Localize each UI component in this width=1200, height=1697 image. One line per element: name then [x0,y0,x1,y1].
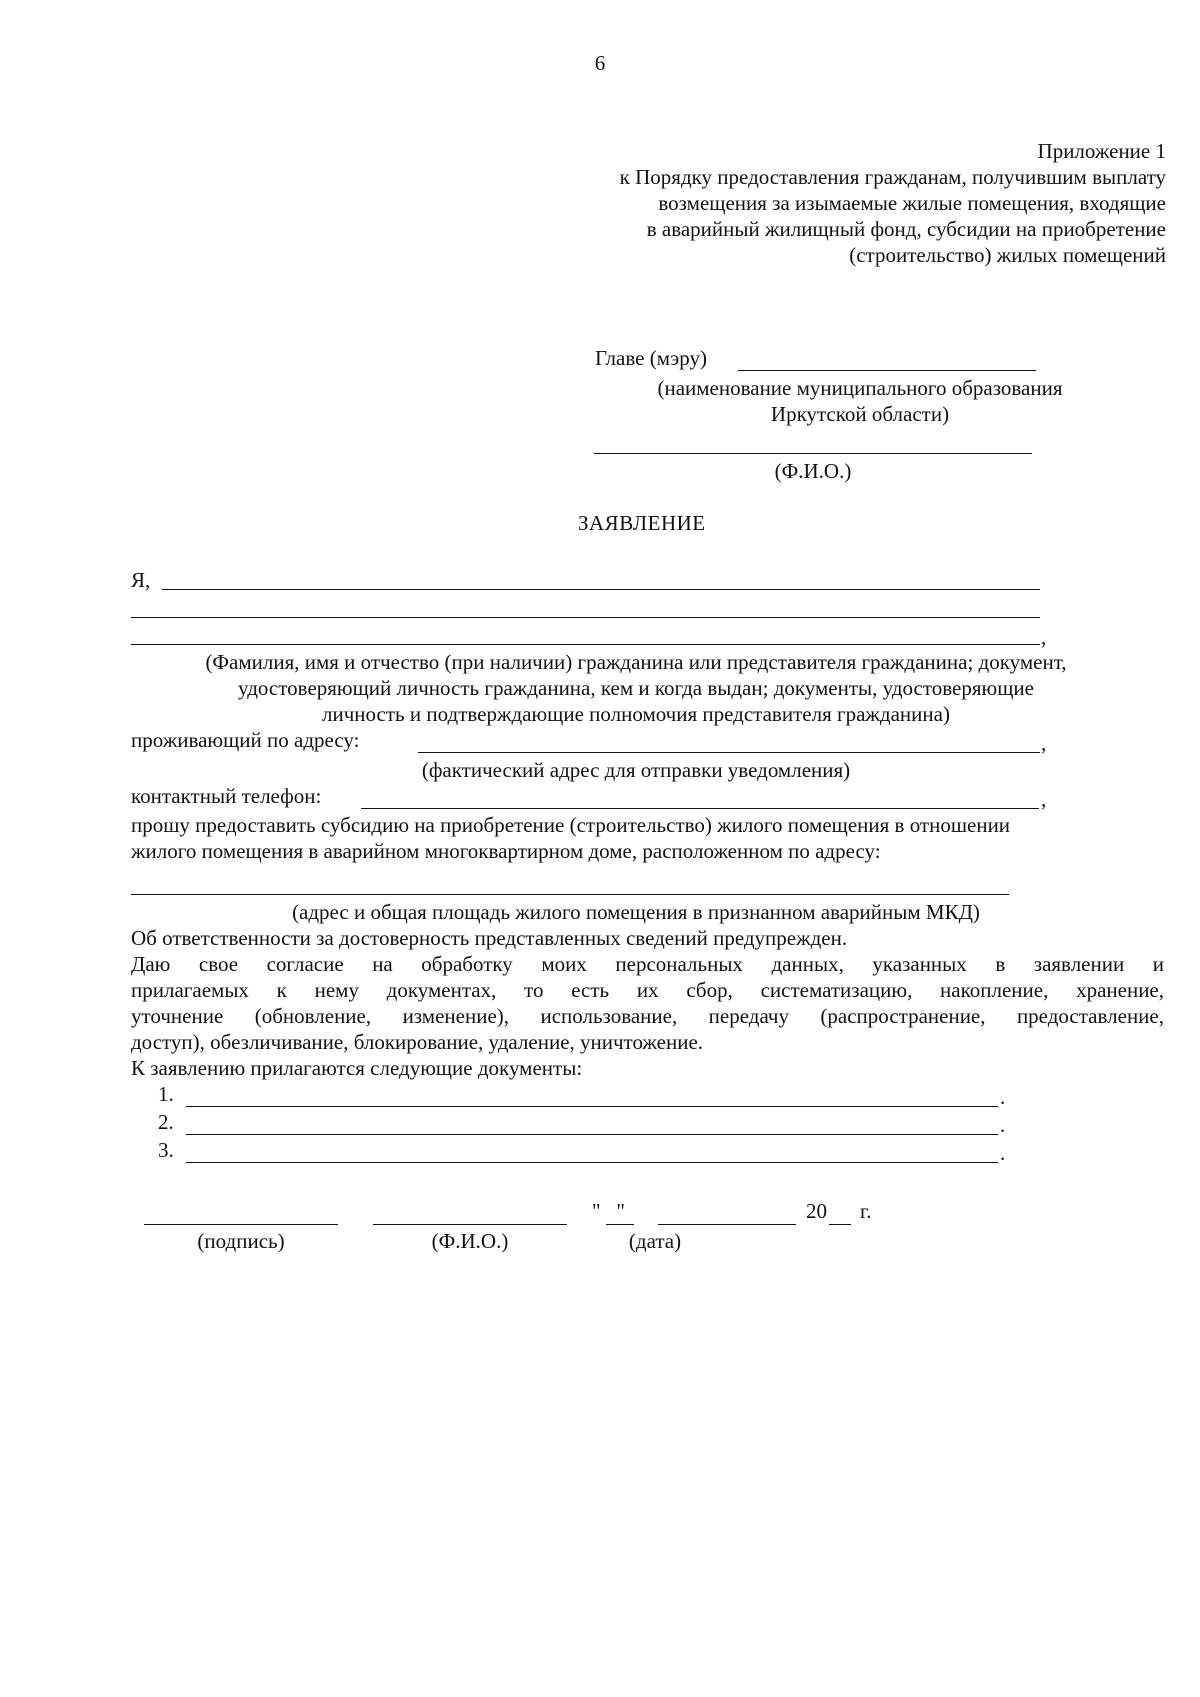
property-address-caption: (адрес и общая площадь жилого помещения в признанном аварийным МКД) [292,900,980,924]
signature-caption: (подпись) [197,1229,285,1253]
municipality-caption-2: Иркутской области) [770,402,950,426]
attachment-field-1[interactable] [186,1106,998,1107]
date-caption: (дата) [628,1229,682,1253]
phone-comma: , [1041,787,1047,811]
document-title: ЗАЯВЛЕНИЕ [578,511,706,535]
municipality-caption-1: (наименование муниципального образования [657,376,1063,400]
responsibility-text: Об ответственности за достоверность представленных сведений предупрежден. [131,926,848,950]
signature-fio-caption: (Ф.И.О.) [431,1229,509,1253]
address-comma: , [1041,731,1047,755]
appendix-line-1: к Порядку предоставления гражданам, получившим выплату [619,165,1166,189]
mayor-name-field[interactable] [738,370,1036,371]
address-field[interactable] [418,752,1040,753]
address-label: проживающий по адресу: [131,728,360,752]
date-month-field[interactable] [658,1224,796,1225]
appendix-line-4: (строительство) жилых помещений [849,243,1166,267]
appendix-line-2: возмещения за изымаемые жилые помещения, входящие [658,191,1166,215]
phone-label: контактный телефон: [131,784,322,808]
attachment-end-2: . [1000,1113,1006,1137]
applicant-caption-3: личность и подтверждающие полномочия представителя гражданина) [322,702,950,726]
applicant-name-line-3[interactable] [131,644,1040,645]
attachment-number-3: 3. [158,1138,174,1162]
attachment-number-2: 2. [158,1110,174,1134]
page-number: 6 [594,51,606,75]
appendix-line-3: в аварийный жилищный фонд, субсидии на приобретение [646,217,1166,241]
applicant-name-line-2[interactable] [131,617,1040,618]
applicant-name-comma: , [1041,625,1047,649]
attachment-field-2[interactable] [186,1134,998,1135]
date-day-field[interactable] [606,1224,634,1225]
consent-line-3: уточнение (обновление, изменение), использование, передачу (распространение, предоставление, [131,1004,1164,1028]
date-year-field[interactable] [829,1224,851,1225]
applicant-fio-field[interactable] [594,453,1032,454]
attachment-field-3[interactable] [186,1162,998,1163]
appendix-title: Приложение 1 [1037,139,1166,163]
request-line-2: жилого помещения в аварийном многоквартирном доме, расположенном по адресу: [131,839,881,863]
applicant-fio-caption: (Ф.И.О.) [774,459,852,483]
attachment-end-3: . [1000,1141,1006,1165]
applicant-name-line-1[interactable] [162,589,1040,590]
request-line-1: прошу предоставить субсидию на приобретение (строительство) жилого помещения в отношении [131,813,1011,837]
attachments-label: К заявлению прилагаются следующие документы: [131,1056,583,1080]
attachment-number-1: 1. [158,1082,174,1106]
applicant-caption-1: (Фамилия, имя и отчество (при наличии) гражданина или представителя гражданина; документ, [205,650,1067,674]
consent-line-2: прилагаемых к нему документах, то есть их сбор, систематизацию, накопление, хранение, [131,978,1164,1002]
phone-field[interactable] [361,808,1039,809]
attachment-end-1: . [1000,1085,1006,1109]
ya-label: Я, [131,568,151,592]
signature-field[interactable] [144,1224,338,1225]
property-address-field[interactable] [131,894,1009,895]
address-caption: (фактический адрес для отправки уведомления) [421,758,851,782]
consent-line-1: Даю свое согласие на обработку моих персональных данных, указанных в заявлении и [131,952,1164,976]
year-prefix: 20 [806,1199,827,1223]
addressee-label: Главе (мэру) [595,346,707,370]
year-suffix: г. [860,1199,872,1223]
signature-fio-field[interactable] [373,1224,567,1225]
date-quotes: " " [592,1199,625,1223]
applicant-caption-2: удостоверяющий личность гражданина, кем и когда выдан; документы, удостоверяющие [238,676,1034,700]
consent-line-4: доступ), обезличивание, блокирование, удаление, уничтожение. [131,1030,704,1054]
